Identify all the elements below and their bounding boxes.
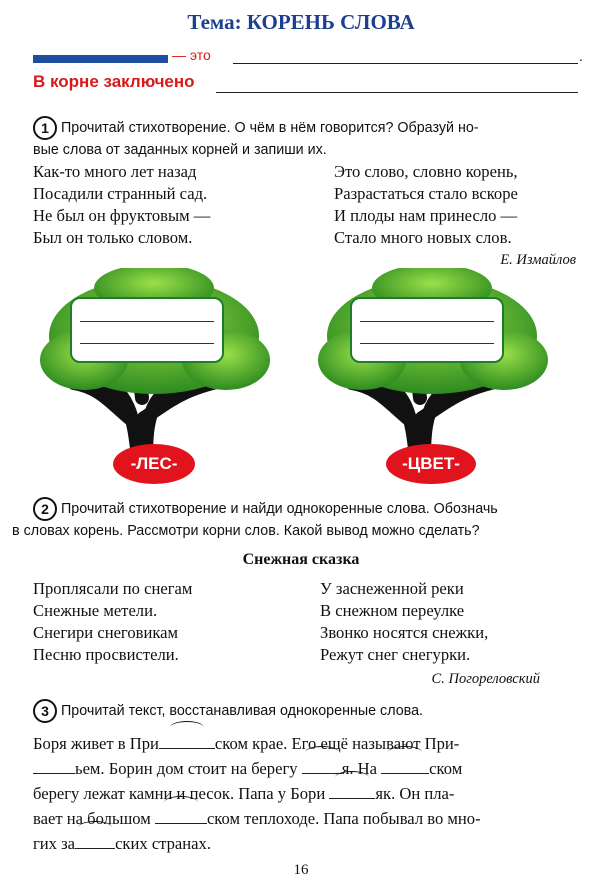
poem-line: В снежном переулке xyxy=(320,601,465,620)
root-arc-mark xyxy=(335,771,369,784)
story-text: гих за xyxy=(33,834,76,853)
story-line xyxy=(33,781,581,806)
answer-line[interactable] xyxy=(80,321,214,322)
poem-line: Разрастаться стало вскоре xyxy=(334,184,518,203)
root-arc-mark xyxy=(164,796,198,809)
page-number: 16 xyxy=(293,862,309,878)
story-line xyxy=(33,806,581,831)
story-line xyxy=(33,756,581,781)
root-contains-label: В корне заключено xyxy=(33,72,195,91)
poem-line: Это слово, словно корень, xyxy=(334,162,518,181)
story-text: ьем. Борин дом стоит на берегу xyxy=(75,759,298,778)
task-3-text: Прочитай текст, восстанавливая однокоренные слова. xyxy=(61,702,424,719)
blank-field[interactable] xyxy=(75,834,115,849)
poem-2-author: С. Погореловский xyxy=(431,671,540,687)
poem-2-left-column xyxy=(33,578,192,666)
poem-line: Не был он фруктовым — xyxy=(33,206,211,225)
root-contains-answer-line[interactable] xyxy=(216,92,578,93)
root-arc-mark xyxy=(78,821,112,834)
poem-1-left-column xyxy=(33,161,210,249)
task-1-text-line2: вые слова от заданных корней и запиши их. xyxy=(33,142,327,158)
poem-line: И плоды нам принесло — xyxy=(334,206,518,225)
root-arc-mark xyxy=(388,746,422,759)
story-text: ских странах. xyxy=(115,834,211,853)
answer-line[interactable] xyxy=(360,321,494,322)
story-line xyxy=(33,831,581,856)
story-text: я. На xyxy=(341,759,377,778)
page-title: Тема: КОРЕНЬ СЛОВА xyxy=(187,10,415,34)
blank-field[interactable] xyxy=(302,759,342,774)
definition-label: — это xyxy=(172,47,211,63)
task-2-text-line2: в словах корень. Рассмотри корни слов. Какой вывод можно сделать? xyxy=(12,523,480,539)
poem-line: Посадили странный сад. xyxy=(33,184,208,203)
root-arc-mark xyxy=(170,721,204,734)
blue-highlight-bar xyxy=(33,55,168,63)
poem-line: Снежные метели. xyxy=(33,601,158,620)
task-2-instructions xyxy=(12,497,587,541)
task-2-text-line1: Прочитай стихотворение и найди однокоренные слова. Обозначь xyxy=(61,500,498,517)
task-1-text-line1: Прочитай стихотворение. О чём в нём говорится? Образуй но- xyxy=(61,119,479,136)
story-text: ском xyxy=(429,759,463,778)
blank-field[interactable] xyxy=(381,759,429,774)
poem-2-title: Снежная сказка xyxy=(242,551,360,568)
blank-field[interactable] xyxy=(329,784,375,799)
task-1-instructions xyxy=(33,116,578,160)
poem-1-author: Е. Измайлов xyxy=(500,252,576,268)
poem-line: Как-то много лет назад xyxy=(33,162,197,181)
task-number-2: 2 xyxy=(33,497,57,521)
story-text: ском теплоходе. Папа побывал во мно- xyxy=(206,809,481,828)
root-badge-cvet: -ЦВЕТ- xyxy=(386,444,476,484)
blank-field[interactable] xyxy=(159,734,215,749)
tree-cvet-answer-box[interactable] xyxy=(350,297,504,363)
poem-line: Песню просвистели. xyxy=(33,645,179,664)
story-text: Боря живет в При xyxy=(33,734,159,753)
poem-1-right-column xyxy=(334,161,518,249)
poem-line: Звонко носятся снежки, xyxy=(320,623,489,642)
task-3-instructions xyxy=(33,699,578,723)
story-text: берегу лежат камни и песок. Папа у Бори xyxy=(33,784,326,803)
poem-line: Был он только словом. xyxy=(33,228,193,247)
poem-line: Проплясали по снегам xyxy=(33,579,193,598)
poem-line: У заснеженной реки xyxy=(320,579,464,598)
root-badge-les: -ЛЕС- xyxy=(113,444,195,484)
answer-line[interactable] xyxy=(360,343,494,344)
story-text: вает на большом xyxy=(33,809,151,828)
task-number-3: 3 xyxy=(33,699,57,723)
task-number-1: 1 xyxy=(33,116,57,140)
story-text: ском крае. Его ещё называют При- xyxy=(214,734,460,753)
task-3-story xyxy=(33,731,581,856)
answer-line[interactable] xyxy=(80,343,214,344)
poem-line: Стало много новых слов. xyxy=(334,228,512,247)
poem-line: Снегири снеговикам xyxy=(33,623,179,642)
poem-2-right-column xyxy=(320,578,488,666)
root-arc-mark xyxy=(305,746,339,759)
blank-field[interactable] xyxy=(155,809,207,824)
poem-line: Режут снег снегурки. xyxy=(320,645,471,664)
definition-period: . xyxy=(579,48,583,64)
story-text: як. Он пла- xyxy=(375,784,455,803)
blank-field[interactable] xyxy=(33,759,75,774)
tree-les-answer-box[interactable] xyxy=(70,297,224,363)
definition-answer-line[interactable] xyxy=(233,63,578,64)
